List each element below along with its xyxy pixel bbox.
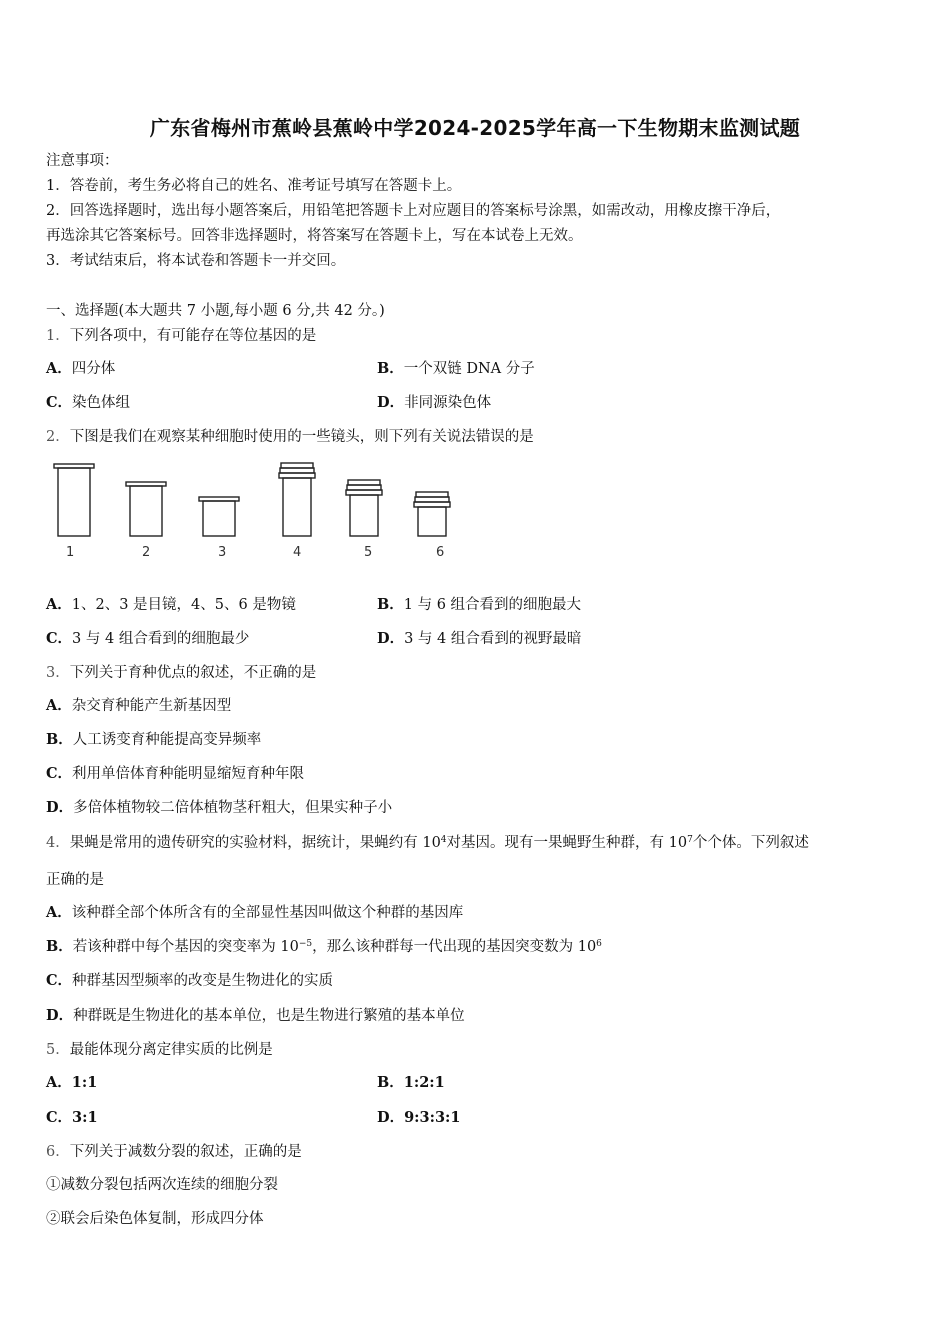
lens-4	[279, 463, 315, 536]
q2-option-b[interactable]: B．1 与 6 组合看到的细胞最大	[377, 596, 582, 613]
q1-option-d[interactable]: D．非同源染色体	[377, 394, 492, 411]
q6-statement-1: ①减数分裂包括两次连续的细胞分裂	[46, 1177, 278, 1193]
q5-option-b[interactable]: B．1:2:1	[377, 1074, 445, 1091]
q4-option-d[interactable]: D．种群既是生物进化的基本单位，也是生物进行繁殖的基本单位	[46, 1007, 465, 1024]
notice-item-2: 2．回答选择题时，选出每小题答案后，用铅笔把答题卡上对应题目的答案标号涂黑，如需改动，用橡皮擦干净后，	[46, 203, 781, 219]
lens-label-2: 2	[142, 545, 151, 560]
q1-option-b[interactable]: B．一个双链 DNA 分子	[377, 360, 535, 377]
q2-option-c[interactable]: C．3 与 4 组合看到的细胞最少	[46, 630, 250, 647]
question-number: 1．	[46, 328, 70, 344]
section-heading: 一、选择题(本大题共 7 小题,每小题 6 分,共 42 分。)	[46, 303, 385, 319]
q4-option-b[interactable]: B．若该种群中每个基因的突变率为 $10^{-5}$，那么该种群每一代出现的基因突变数为 $10^6$	[46, 938, 602, 955]
q6-statement-2: ②联会后染色体复制，形成四分体	[46, 1211, 264, 1227]
page-title: 广东省梅州市蕉岭县蕉岭中学2024-2025学年高一下生物期末监测试题	[149, 116, 801, 140]
lens-1	[54, 464, 94, 536]
question-6: 6．下列关于减数分裂的叙述，正确的是	[46, 1144, 302, 1160]
q5-option-c[interactable]: C．3:1	[46, 1109, 98, 1126]
q3-option-c[interactable]: C．利用单倍体育种能明显缩短育种年限	[46, 765, 305, 782]
notice-item-3: 3．考试结束后，将本试卷和答题卡一并交回。	[46, 253, 346, 269]
q3-option-b[interactable]: B．人工诱变育种能提高变异频率	[46, 731, 262, 748]
q2-option-d[interactable]: D．3 与 4 组合看到的视野最暗	[377, 630, 582, 647]
question-3: 3．下列关于育种优点的叙述，不正确的是	[46, 665, 317, 681]
notice-heading: 注意事项：	[46, 153, 119, 169]
lens-5	[346, 480, 382, 536]
question-stem: 下列各项中，有可能存在等位基因的是	[69, 328, 317, 344]
lens-label-3: 3	[218, 545, 227, 560]
lens-2	[126, 482, 166, 536]
q4-option-a[interactable]: A．该种群全部个体所含有的全部显性基因叫做这个种群的基因库	[46, 904, 464, 921]
q5-option-d[interactable]: D．9:3:3:1	[377, 1109, 461, 1126]
lens-label-4: 4	[293, 545, 302, 560]
notice-item-2-cont: 再选涂其它答案标号。回答非选择题时，将答案写在答题卡上，写在本试卷上无效。	[46, 228, 583, 244]
lens-label-6: 6	[436, 545, 445, 560]
question-5: 5．最能体现分离定律实质的比例是	[46, 1042, 273, 1058]
q3-option-a[interactable]: A．杂交育种能产生新基因型	[46, 697, 232, 714]
q5-option-a[interactable]: A．1:1	[46, 1074, 98, 1091]
lens-figure	[46, 458, 466, 568]
q1-option-a[interactable]: A．四分体	[46, 360, 116, 377]
question-4: 4．果蝇是常用的遗传研究的实验材料，据统计，果蝇约有 $10^4$对基因。现有一果蝇野生种群，有 $10^7$个个体。下列叙述	[46, 835, 809, 851]
q3-option-d[interactable]: D．多倍体植物较二倍体植物茎秆粗大，但果实种子小	[46, 799, 393, 816]
question-1	[46, 326, 316, 346]
lens-6	[414, 492, 450, 536]
question-4-cont: 正确的是	[46, 872, 104, 888]
question-2: 2．下图是我们在观察某种细胞时使用的一些镜头，则下列有关说法错误的是	[46, 429, 534, 445]
lens-label-5: 5	[364, 545, 373, 560]
lens-3	[199, 497, 239, 536]
q2-option-a[interactable]: A．1、2、3 是目镜，4、5、6 是物镜	[46, 596, 296, 613]
lens-label-1: 1	[66, 545, 75, 560]
notice-item-1: 1．答卷前，考生务必将自己的姓名、准考证号填写在答题卡上。	[46, 178, 462, 194]
q1-option-c[interactable]: C．染色体组	[46, 394, 131, 411]
q4-option-c[interactable]: C．种群基因型频率的改变是生物进化的实质	[46, 972, 334, 989]
